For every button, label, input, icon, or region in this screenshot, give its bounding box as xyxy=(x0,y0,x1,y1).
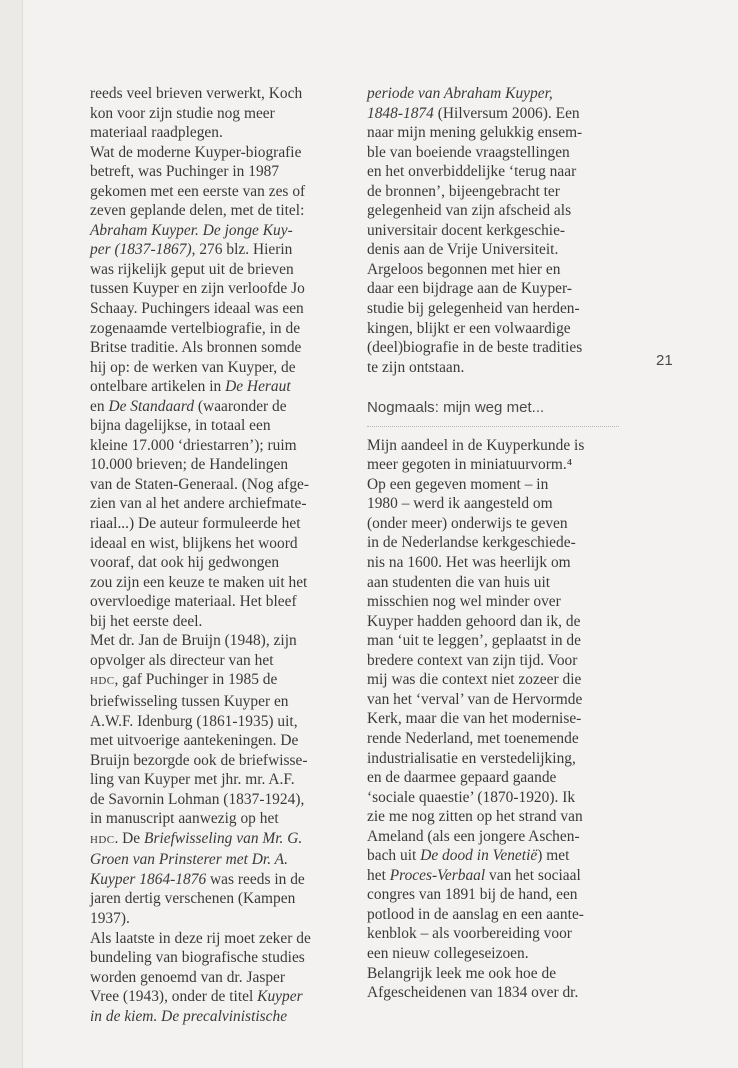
text-line xyxy=(90,809,352,829)
text-run: Bruijn bezorgde ook de briefwisse- xyxy=(90,751,308,769)
text-run: materiaal raadplegen. xyxy=(90,124,223,142)
text-line xyxy=(90,612,352,632)
left-text-column xyxy=(90,84,352,1026)
text-run: 1848-1874 xyxy=(367,104,434,122)
heading-dotted-rule xyxy=(367,426,619,427)
text-run: (waaronder de xyxy=(194,397,287,415)
text-run: meer gegoten in miniatuurvorm.⁴ xyxy=(367,456,573,474)
text-run: (Hilversum 2006). Een xyxy=(433,104,580,122)
text-line xyxy=(367,201,629,221)
text-run: gekomen met een eerste van zes of xyxy=(90,182,306,200)
text-run: Belangrijk leek me ook hoe de xyxy=(367,964,557,982)
text-line xyxy=(90,553,352,573)
text-run: industrialisatie en verstedelijking, xyxy=(367,749,576,767)
text-line xyxy=(90,731,352,751)
text-line xyxy=(90,338,352,358)
text-run: hij op: de werken van Kuyper, de xyxy=(90,358,296,376)
text-line xyxy=(367,651,629,671)
text-line xyxy=(367,475,629,495)
text-run: De Standaard xyxy=(108,397,195,415)
text-run: naar mijn mening gelukkig ensem- xyxy=(367,124,583,142)
text-run: zeven geplande delen, met de titel: xyxy=(90,202,305,220)
text-line xyxy=(90,123,352,143)
text-line xyxy=(90,201,352,221)
text-run: briefwisseling tussen Kuyper en xyxy=(90,692,289,710)
text-line xyxy=(367,84,629,104)
page-number: 21 xyxy=(656,352,673,369)
text-line xyxy=(367,749,629,769)
text-line xyxy=(367,573,629,593)
text-run: Vree (1943), onder de titel xyxy=(90,988,258,1006)
text-run: , 276 blz. Hierin xyxy=(191,241,293,259)
text-run: worden genoemd van dr. Jasper xyxy=(90,968,286,986)
text-run: ) met xyxy=(537,847,570,865)
text-run: Ameland (als een jongere Aschen- xyxy=(367,827,580,845)
right-column-top-text xyxy=(367,84,629,377)
text-line xyxy=(367,338,629,358)
text-line xyxy=(367,729,629,749)
text-line xyxy=(367,944,629,964)
text-run: Kuyper xyxy=(257,988,303,1006)
text-run: rende Nederland, met toenemende xyxy=(367,729,579,747)
text-run: jaren dertig verschenen (Kampen xyxy=(90,890,296,908)
text-run: en xyxy=(90,397,109,415)
text-run: ble van boeiende vraagstellingen xyxy=(367,143,570,161)
text-run: 1980 – werd ik aangesteld om xyxy=(367,495,553,513)
text-run: ideaal en wist, blijkens het woord xyxy=(90,534,298,552)
text-run: . De xyxy=(114,829,145,847)
text-line xyxy=(367,143,629,163)
text-line xyxy=(90,358,352,378)
text-line xyxy=(90,829,352,851)
text-line xyxy=(367,768,629,788)
text-run: kingen, blijkt er een volwaardige xyxy=(367,319,571,337)
text-run: 1937). xyxy=(90,909,130,927)
text-run: zou zijn een keuze te maken uit het xyxy=(90,573,308,591)
text-line xyxy=(367,104,629,124)
text-run: was reeds in de xyxy=(206,870,305,888)
text-line xyxy=(90,929,352,949)
text-line xyxy=(90,514,352,534)
text-line xyxy=(90,850,352,870)
text-run: (onder meer) onderwijs te geven xyxy=(367,514,568,532)
text-run: Als laatste in deze rij moet zeker de xyxy=(90,929,311,947)
text-run: van het sociaal xyxy=(485,866,581,884)
text-run: congres van 1891 bij de hand, een xyxy=(367,886,578,904)
text-line xyxy=(90,909,352,929)
text-run: studie bij gelegenheid van herden- xyxy=(367,300,580,318)
text-line xyxy=(90,104,352,124)
text-line xyxy=(90,631,352,651)
text-run: De Heraut xyxy=(225,378,291,396)
text-line xyxy=(90,494,352,514)
text-line xyxy=(367,553,629,573)
text-run: A.W.F. Idenburg (1861-1935) uit, xyxy=(90,712,298,730)
text-line xyxy=(367,162,629,182)
text-run: Afgescheidenen van 1834 over dr. xyxy=(367,984,579,1002)
text-run: daar een bijdrage aan de Kuyper- xyxy=(367,280,573,298)
text-run: betreft, was Puchinger in 1987 xyxy=(90,163,280,181)
text-line xyxy=(367,670,629,690)
text-line xyxy=(367,182,629,202)
text-line xyxy=(367,358,629,378)
text-run: Kerk, maar die van het modernise- xyxy=(367,710,582,728)
text-run: Abraham Kuyper. De jonge Kuy- xyxy=(90,221,293,239)
text-run: en het onverbiddelijke ‘terug naar xyxy=(367,163,577,181)
text-line xyxy=(90,573,352,593)
text-run: Op een gegeven moment – in xyxy=(367,475,549,493)
text-run: universitair docent kerkgeschie- xyxy=(367,221,566,239)
text-line xyxy=(367,494,629,514)
text-line xyxy=(90,692,352,712)
text-line xyxy=(90,670,352,692)
text-line xyxy=(90,889,352,909)
text-line xyxy=(90,475,352,495)
text-line xyxy=(367,924,629,944)
text-run: Met dr. Jan de Bruijn (1948), zijn xyxy=(90,632,297,650)
text-run: kleine 17.000 ‘driestarren’); ruim xyxy=(90,436,297,454)
text-line xyxy=(367,885,629,905)
text-run: (deel)biografie in de beste tradities xyxy=(367,339,583,357)
text-run: in manuscript aanwezig op het xyxy=(90,810,279,828)
text-run: zien van al het andere archiefmate- xyxy=(90,495,307,513)
text-run: opvolger als directeur van het xyxy=(90,651,274,669)
text-line xyxy=(90,948,352,968)
text-line xyxy=(90,377,352,397)
text-line xyxy=(367,709,629,729)
text-line xyxy=(90,751,352,771)
text-line xyxy=(90,319,352,339)
text-line xyxy=(90,397,352,417)
text-run: Kuyper 1864-1876 xyxy=(90,870,207,888)
text-line xyxy=(90,870,352,890)
text-run: Briefwisseling van Mr. G. xyxy=(144,829,303,847)
text-run: Britse traditie. Als bronnen somde xyxy=(90,339,302,357)
text-line xyxy=(90,534,352,554)
text-run: Kuyper hadden gehoord dan ik, de xyxy=(367,612,581,630)
text-line xyxy=(367,436,629,456)
text-line xyxy=(367,260,629,280)
text-run: mij was die context niet zozeer die xyxy=(367,671,582,689)
text-line xyxy=(367,827,629,847)
right-text-column xyxy=(367,84,629,1003)
text-line xyxy=(90,221,352,241)
text-run: zogenaamde vertelbiografie, in de xyxy=(90,319,301,337)
text-line xyxy=(367,905,629,925)
text-run: misschien nog wel minder over xyxy=(367,593,561,611)
text-run: Wat de moderne Kuyper-biografie xyxy=(90,143,302,161)
text-run: , gaf Puchinger in 1985 de xyxy=(114,671,278,689)
text-run: overvloedige materiaal. Het bleef xyxy=(90,593,297,611)
text-line xyxy=(367,514,629,534)
text-line xyxy=(90,968,352,988)
text-line xyxy=(367,612,629,632)
text-line xyxy=(90,436,352,456)
text-run: potlood in de aanslag en een aante- xyxy=(367,905,584,923)
text-run: en de daarmee gepaard gaande xyxy=(367,769,557,787)
text-line xyxy=(90,182,352,202)
text-run: met uitvoerige aantekeningen. De xyxy=(90,732,299,750)
text-line xyxy=(90,240,352,260)
text-run: bach uit xyxy=(367,847,421,865)
text-line xyxy=(367,690,629,710)
text-line xyxy=(90,84,352,104)
text-line xyxy=(367,455,629,475)
text-run: bij het eerste deel. xyxy=(90,612,203,630)
text-run: in de kiem. De precalvinistische xyxy=(90,1007,288,1025)
text-line xyxy=(367,240,629,260)
text-line xyxy=(367,299,629,319)
text-line xyxy=(90,455,352,475)
text-line xyxy=(90,987,352,1007)
text-run: in de Nederlandse kerkgeschiede- xyxy=(367,534,576,552)
text-run: man ‘uit te leggen’, geplaatst in de xyxy=(367,632,581,650)
text-run: periode van Abraham Kuyper, xyxy=(367,85,553,102)
text-run: vooraf, dat ook hij gedwongen xyxy=(90,554,280,572)
text-run: riaal...) De auteur formuleerde het xyxy=(90,515,301,533)
text-line xyxy=(367,964,629,984)
text-line xyxy=(367,846,629,866)
text-run: te zijn ontstaan. xyxy=(367,358,465,376)
text-run: bredere context van zijn tijd. Voor xyxy=(367,651,578,669)
text-line xyxy=(90,592,352,612)
text-run: denis aan de Vrije Universiteit. xyxy=(367,241,559,259)
text-line xyxy=(90,143,352,163)
text-run: kon voor zijn studie nog meer xyxy=(90,104,275,122)
text-line xyxy=(90,712,352,732)
text-run: reeds veel brieven verwerkt, Koch xyxy=(90,85,303,102)
text-run: Proces-Verbaal xyxy=(389,866,486,884)
text-line xyxy=(367,533,629,553)
text-run: de Savornin Lohman (1837-1924), xyxy=(90,790,305,808)
text-run: ling van Kuyper met jhr. mr. A.F. xyxy=(90,771,295,789)
text-run: 10.000 brieven; de Handelingen xyxy=(90,456,289,474)
right-column-bottom-text xyxy=(367,436,629,1003)
text-run: tussen Kuyper en zijn verloofde Jo xyxy=(90,280,305,298)
text-line xyxy=(90,260,352,280)
text-run: van het ‘verval’ van de Hervormde xyxy=(367,690,583,708)
text-run: Mijn aandeel in de Kuyperkunde is xyxy=(367,436,585,454)
text-run: ontelbare artikelen in xyxy=(90,378,226,396)
text-line xyxy=(367,221,629,241)
text-run: zie me nog zitten op het strand van xyxy=(367,808,583,826)
text-line xyxy=(90,651,352,671)
text-line xyxy=(90,279,352,299)
text-run: van de Staten-Generaal. (Nog afge- xyxy=(90,475,310,493)
text-run: aan studenten die van huis uit xyxy=(367,573,551,591)
text-run: was rijkelijk geput uit de brieven xyxy=(90,260,294,278)
text-line xyxy=(90,416,352,436)
text-line xyxy=(90,299,352,319)
text-run: Argeloos begonnen met hier en xyxy=(367,260,561,278)
text-run: HDC xyxy=(90,833,115,846)
text-line xyxy=(367,123,629,143)
text-run: kenblok – als voorbereiding voor xyxy=(367,925,572,943)
text-line xyxy=(90,1007,352,1027)
text-run: het xyxy=(367,866,390,884)
page-binding-edge xyxy=(0,0,23,1068)
text-run: HDC xyxy=(90,675,115,688)
text-run: de bronnen’, bijeengebracht ter xyxy=(367,182,560,200)
text-run: De dood in Venetië xyxy=(420,847,538,865)
text-run: ‘sociale quaestie’ (1870-1920). Ik xyxy=(367,788,576,806)
text-line xyxy=(367,631,629,651)
text-line xyxy=(367,279,629,299)
text-run: Schaay. Puchingers ideaal was een xyxy=(90,300,304,318)
text-run: een nieuw collegeseizoen. xyxy=(367,944,529,962)
text-line xyxy=(367,807,629,827)
text-run: per (1837-1867) xyxy=(90,241,192,259)
text-line xyxy=(367,983,629,1003)
text-run: nis na 1600. Het was heerlijk om xyxy=(367,554,571,572)
text-run: Groen van Prinsterer met Dr. A. xyxy=(90,851,288,869)
text-run: bundeling van biografische studies xyxy=(90,949,305,967)
text-run: bijna dagelijkse, in totaal een xyxy=(90,417,271,435)
section-heading: Nogmaals: mijn weg met... xyxy=(367,399,545,417)
text-line xyxy=(90,162,352,182)
text-line xyxy=(367,866,629,886)
text-run: gelegenheid van zijn afscheid als xyxy=(367,202,572,220)
text-line xyxy=(90,790,352,810)
text-line xyxy=(90,770,352,790)
text-line xyxy=(367,592,629,612)
text-line xyxy=(367,319,629,339)
text-line xyxy=(367,788,629,808)
